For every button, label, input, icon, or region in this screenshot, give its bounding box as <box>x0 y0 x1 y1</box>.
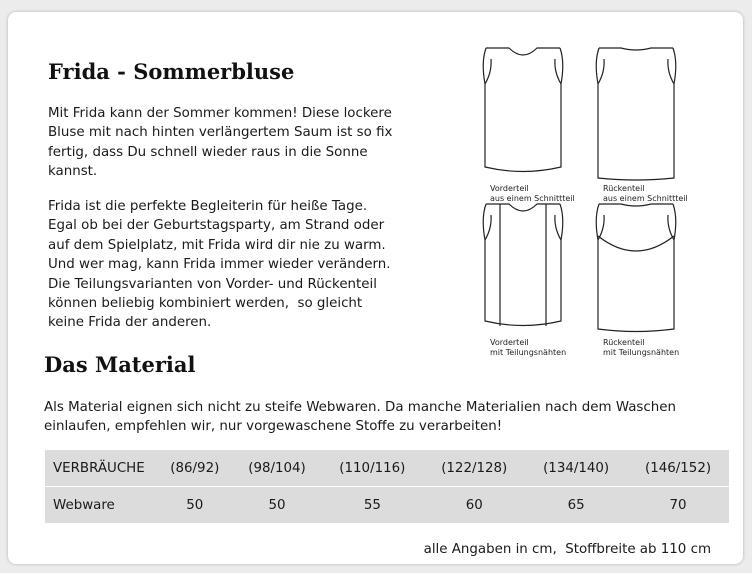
illustration-caption: Rückenteil mit Teilungsnähten <box>603 338 680 357</box>
illustration-caption: Vorderteil aus einem Schnittteil <box>490 184 575 203</box>
intro-line: fertig, dass Du schnell wieder raus in die Sonne <box>48 144 368 160</box>
consumption-table <box>45 450 729 523</box>
footnote: alle Angaben in cm, Stoffbreite ab 110 cm <box>423 542 711 557</box>
back-plain-illustration <box>591 42 681 184</box>
table-cell: 60 <box>465 497 483 513</box>
table-cell: 50 <box>268 497 286 513</box>
size-header: (98/104) <box>233 450 322 487</box>
row-label: Webware <box>53 497 115 513</box>
description-line: Egal ob bei der Geburtstagsparty, am Strand oder <box>48 218 385 234</box>
back-seams-illustration <box>591 198 681 336</box>
material-title: Das Material <box>44 352 196 377</box>
description-line: Die Teilungsvarianten von Vorder- und Rückenteil <box>48 276 377 292</box>
description-line: können beliebig kombiniert werden, so gleicht <box>48 296 363 312</box>
intro-line: kannst. <box>48 164 98 180</box>
content-card <box>8 12 743 564</box>
size-header: (134/140) <box>525 450 627 487</box>
description-line: auf dem Spielplatz, mit Frida wird dir nie zu warm. <box>48 237 386 253</box>
size-header: (122/128) <box>423 450 525 487</box>
page-title: Frida - Sommerbluse <box>48 59 295 84</box>
illustration-caption: Rückenteil aus einem Schnittteil <box>603 184 688 203</box>
table-cell: 70 <box>669 497 687 513</box>
front-seams-illustration <box>478 198 568 336</box>
intro-paragraph <box>48 104 392 182</box>
table-cell: 50 <box>186 497 204 513</box>
table-header-row <box>45 450 729 487</box>
table-cell: 55 <box>363 497 381 513</box>
table-header-label: VERBRÄUCHE <box>45 450 157 487</box>
material-paragraph <box>44 398 676 437</box>
size-header: (146/152) <box>627 450 729 487</box>
size-header: (86/92) <box>157 450 233 487</box>
size-header: (110/116) <box>321 450 423 487</box>
description-line: Frida ist die perfekte Begleiterin für heiße Tage. <box>48 199 368 214</box>
illustration-caption: Vorderteil mit Teilungsnähten <box>490 338 567 357</box>
material-line: Als Material eignen sich nicht zu steife Webwaren. Da manche Materialien nach dem Waschen <box>44 400 676 415</box>
intro-line: Bluse mit nach hinten verlängertem Saum ist so fix <box>48 125 393 141</box>
table-row <box>45 487 729 524</box>
description-line: keine Frida der anderen. <box>48 315 212 331</box>
description-paragraph <box>48 197 390 333</box>
table-cell: 65 <box>567 497 585 513</box>
material-line: einlaufen, empfehlen wir, nur vorgewaschene Stoffe zu verarbeiten! <box>44 419 503 435</box>
intro-line: Mit Frida kann der Sommer kommen! Diese lockere <box>48 106 392 121</box>
description-line: Und wer mag, kann Frida immer wieder verändern. <box>48 257 391 273</box>
front-plain-illustration <box>478 42 568 184</box>
